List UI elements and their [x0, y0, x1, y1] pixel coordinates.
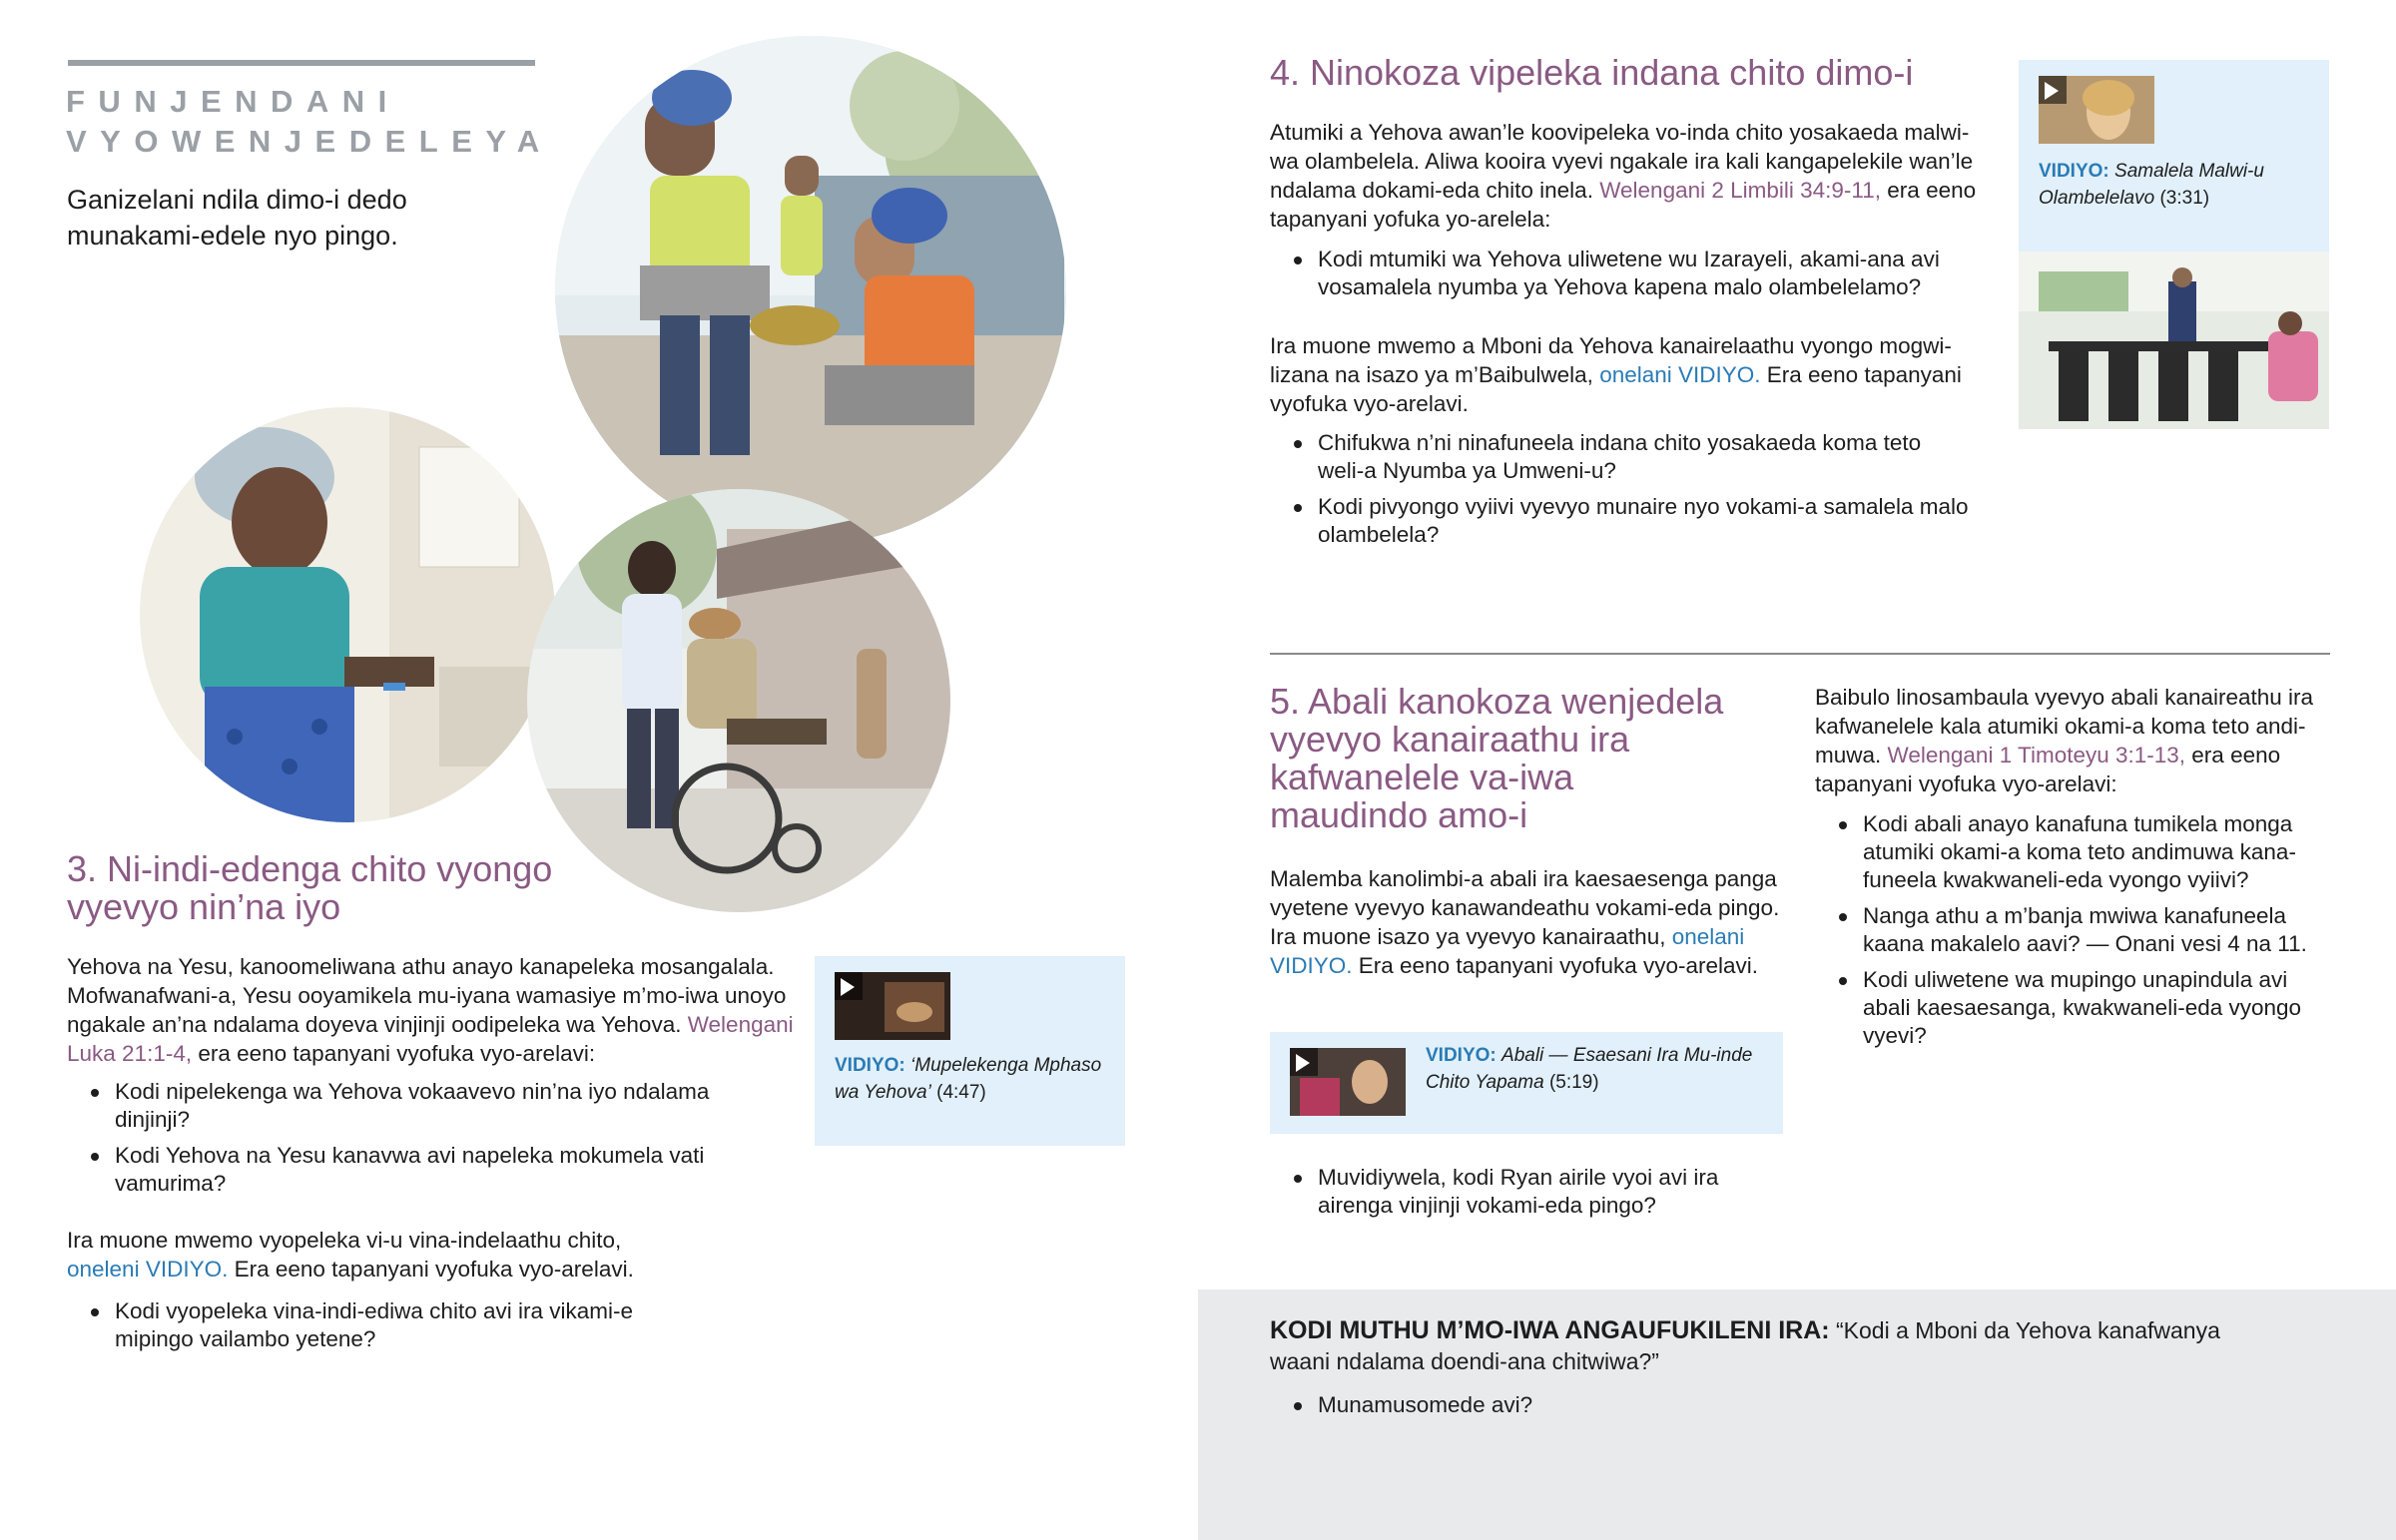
section3-paragraph1-text: Yehova na Yesu, kanoomeliwana athu anayo kanapeleka mosangalala. Mofwanafwani-a, Yesu ooyamikela mu-iyana wamasiye m’mo-iwa unoyo ngakale an’na ndalama doyeva vinjinji oodipeleka wa Yehova. [67, 954, 787, 1037]
section5-video-link[interactable]: onelani VIDIYO. [1270, 924, 1745, 978]
section5-paragraph1-text: Malemba kanolimbi-a abali ira kaesaesenga panga vyetene vyevyo kanawandeathu vokami-eda pingo. Ira muone isazo ya vyevyo kanairaathu, [1270, 866, 1780, 949]
video-title: Samalela Malwi-u Olambelelavo [2039, 161, 2264, 209]
header-rule [68, 60, 535, 66]
section4-heading: 4. Ninokoza vipeleka indana chito dimo-i [1270, 52, 1914, 93]
list-item: Kodi abali anayo kanafuna tumikela monga atumiki okami-a koma teto andimuwa kanafuneela kwakwaneli-eda vyongo vyiivi? [1815, 810, 2334, 894]
question-panel [1198, 1289, 2396, 1540]
section3-paragraph2-text: Ira muone mwemo vyopeleka vi-u vina-indelaathu chito, [67, 1228, 622, 1253]
list-item: Chifukwa n’ni ninafuneela indana chito yosakaeda koma teto weli-a Nyumba ya Umweni-u? [1270, 429, 1969, 485]
section3-questions1 [67, 1078, 756, 1206]
section4-questions1 [1270, 246, 1969, 309]
section-divider [1270, 653, 2330, 655]
question-body: “Kodi a Mboni da Yehova kanafwanya waani ndalama doendi-ana chitwiwa?” [1270, 1317, 2220, 1374]
video-thumbnail[interactable] [1290, 1048, 1406, 1116]
play-icon [1296, 1054, 1310, 1072]
section3-heading: 3. Ni-indi-edenga chito vyongo vyevyo nin’na iyo [67, 848, 553, 927]
section5-paragraph2 [1815, 683, 2334, 798]
video-duration: (4:47) [936, 1082, 986, 1103]
section3-paragraph2-tail: Era eeno tapanyani vyofuka vyo-arelavi. [228, 1257, 634, 1282]
section-title-line2: VYOWENJEDELEYA [66, 124, 553, 159]
section4-paragraph1-tail: era eeno tapanyani yofuka yo-arelela: [1270, 178, 1977, 232]
section4-questions2 [1270, 429, 1969, 557]
section-title [66, 82, 553, 162]
photo-kingdom-hall-cleaning [2019, 252, 2329, 429]
list-item: Kodi pivyongo vyiivi vyevyo munaire nyo vokami-a samalela malo olambelela? [1270, 493, 1969, 549]
video-thumbnail[interactable] [835, 972, 950, 1040]
video-title: ‘Mupelekenga Mphaso wa Yehova’ [835, 1055, 1102, 1103]
list-item: Kodi nipelekenga wa Yehova vokaavevo nin’na iyo ndalama dinjinji? [67, 1078, 756, 1134]
list-item: Kodi vyopeleka vina-indi-ediwa chito avi ira vikami-e mipingo vailambo yetene? [67, 1297, 706, 1353]
section3-paragraph2 [67, 1226, 786, 1283]
intro-text: Ganizelani ndila dimo-i dedo munakami-edele nyo pingo. [67, 185, 407, 251]
list-item: Muvidiywela, kodi Ryan airile vyoi avi ira airenga vinjinji vokami-eda pingo? [1270, 1164, 1789, 1220]
section5-paragraph2-text: Baibulo linosambaula vyevyo abali kanaireathu ira kafwanelele kala atumiki okami-a koma teto andimuwa. [1815, 685, 2314, 768]
section3-scripture-link[interactable]: Welengani Luka 21:1-4, [67, 1012, 794, 1066]
section3-paragraph1-tail: era eeno tapanyani vyofuka vyo-arelavi: [192, 1041, 596, 1066]
video-keyword: VIDIYO: [1426, 1045, 1497, 1066]
section4-paragraph1-text: Atumiki a Yehova awan’le koovipeleka vo-inda chito yosakaeda malwiwa olambelela. Aliwa kooira vyevi ngakale ira kali kangapelekile wan’le ndalama dokami-eda chito inela. [1270, 120, 1974, 203]
illustration-woman-donation [140, 407, 555, 822]
section4-paragraph1 [1270, 118, 1989, 234]
illustration-volunteers-construction [555, 36, 1066, 545]
section5-questions1 [1270, 1164, 1789, 1228]
video-duration: (5:19) [1548, 1072, 1599, 1093]
list-item: Nanga athu a m’banja mwiwa kanafuneela kaana makalelo aavi? — Onani vesi 4 na 11. [1815, 902, 2334, 958]
section4-scripture-link[interactable]: Welengani 2 Limbili 34:9-11, [1599, 178, 1882, 203]
section4-paragraph2 [1270, 331, 1989, 418]
section4-video-box[interactable] [2019, 60, 2329, 252]
section5-scripture-link[interactable]: Welengani 1 Timoteyu 3:1-13, [1887, 743, 2186, 768]
list-item: Kodi uliwetene wa mupingo unapindula avi abali kaesaesanga, kwakwaneli-eda vyongo vyevi? [1815, 966, 2334, 1050]
video-title: Abali — Esaesani Ira Mu-inde Chito Yapama [1426, 1045, 1753, 1093]
section5-heading: 5. Abali kanokoza wenjedela vyevyo kanairaathu ira kafwanelele va-iwa maudindo amo-i [1270, 681, 1724, 835]
list-item: Munamusomede avi? [1270, 1391, 2168, 1419]
video-label [2039, 158, 2318, 212]
section4-paragraph2-tail: Era eeno tapanyani vyofuka vyo-arelavi. [1270, 362, 1962, 416]
list-item: Kodi mtumiki wa Yehova uliwetene wu Izarayeli, akami-ana avi vosamalela nyumba ya Yehova kapena malo olambelelamo? [1270, 246, 1969, 301]
play-icon [2045, 82, 2059, 100]
section5-paragraph2-tail: era eeno tapanyani vyofuka vyo-arelavi: [1815, 743, 2281, 796]
question-label: KODI MUTHU M’MO-IWA ANGAUFUKILENI IRA: [1270, 1316, 1830, 1344]
video-label [835, 1052, 1114, 1106]
video-thumbnail[interactable] [2039, 76, 2154, 144]
video-duration: (3:31) [2159, 188, 2210, 209]
section4-video-link[interactable]: onelani VIDIYO. [1599, 362, 1761, 387]
section3-video-box[interactable] [815, 956, 1125, 1146]
video-label [1426, 1042, 1775, 1096]
section3-questions2 [67, 1297, 706, 1361]
section3-paragraph1 [67, 952, 796, 1068]
section5-questions2 [1815, 810, 2334, 1058]
section5-paragraph1 [1270, 864, 1789, 980]
list-item: Kodi Yehova na Yesu kanavwa avi napeleka mokumela vati vamurima? [67, 1142, 756, 1198]
section3-video-link[interactable]: oneleni VIDIYO. [67, 1257, 229, 1282]
play-icon [841, 978, 855, 996]
video-keyword: VIDIYO: [2039, 161, 2109, 182]
question-text [1270, 1315, 2248, 1377]
section5-paragraph1-tail: Era eeno tapanyani vyofuka vyo-arelavi. [1352, 953, 1759, 978]
section4-paragraph2-text: Ira muone mwemo a Mboni da Yehova kanairelaathu vyongo mogwilizana na isazo ya m’Baibulwela, [1270, 333, 1952, 387]
video-keyword: VIDIYO: [835, 1055, 905, 1076]
illustration-wheelchair-helper [527, 489, 950, 912]
section5-video-box[interactable] [1270, 1032, 1783, 1134]
question-bullets [1270, 1391, 2168, 1427]
section-title-line1: FUNJENDANI [66, 84, 400, 119]
